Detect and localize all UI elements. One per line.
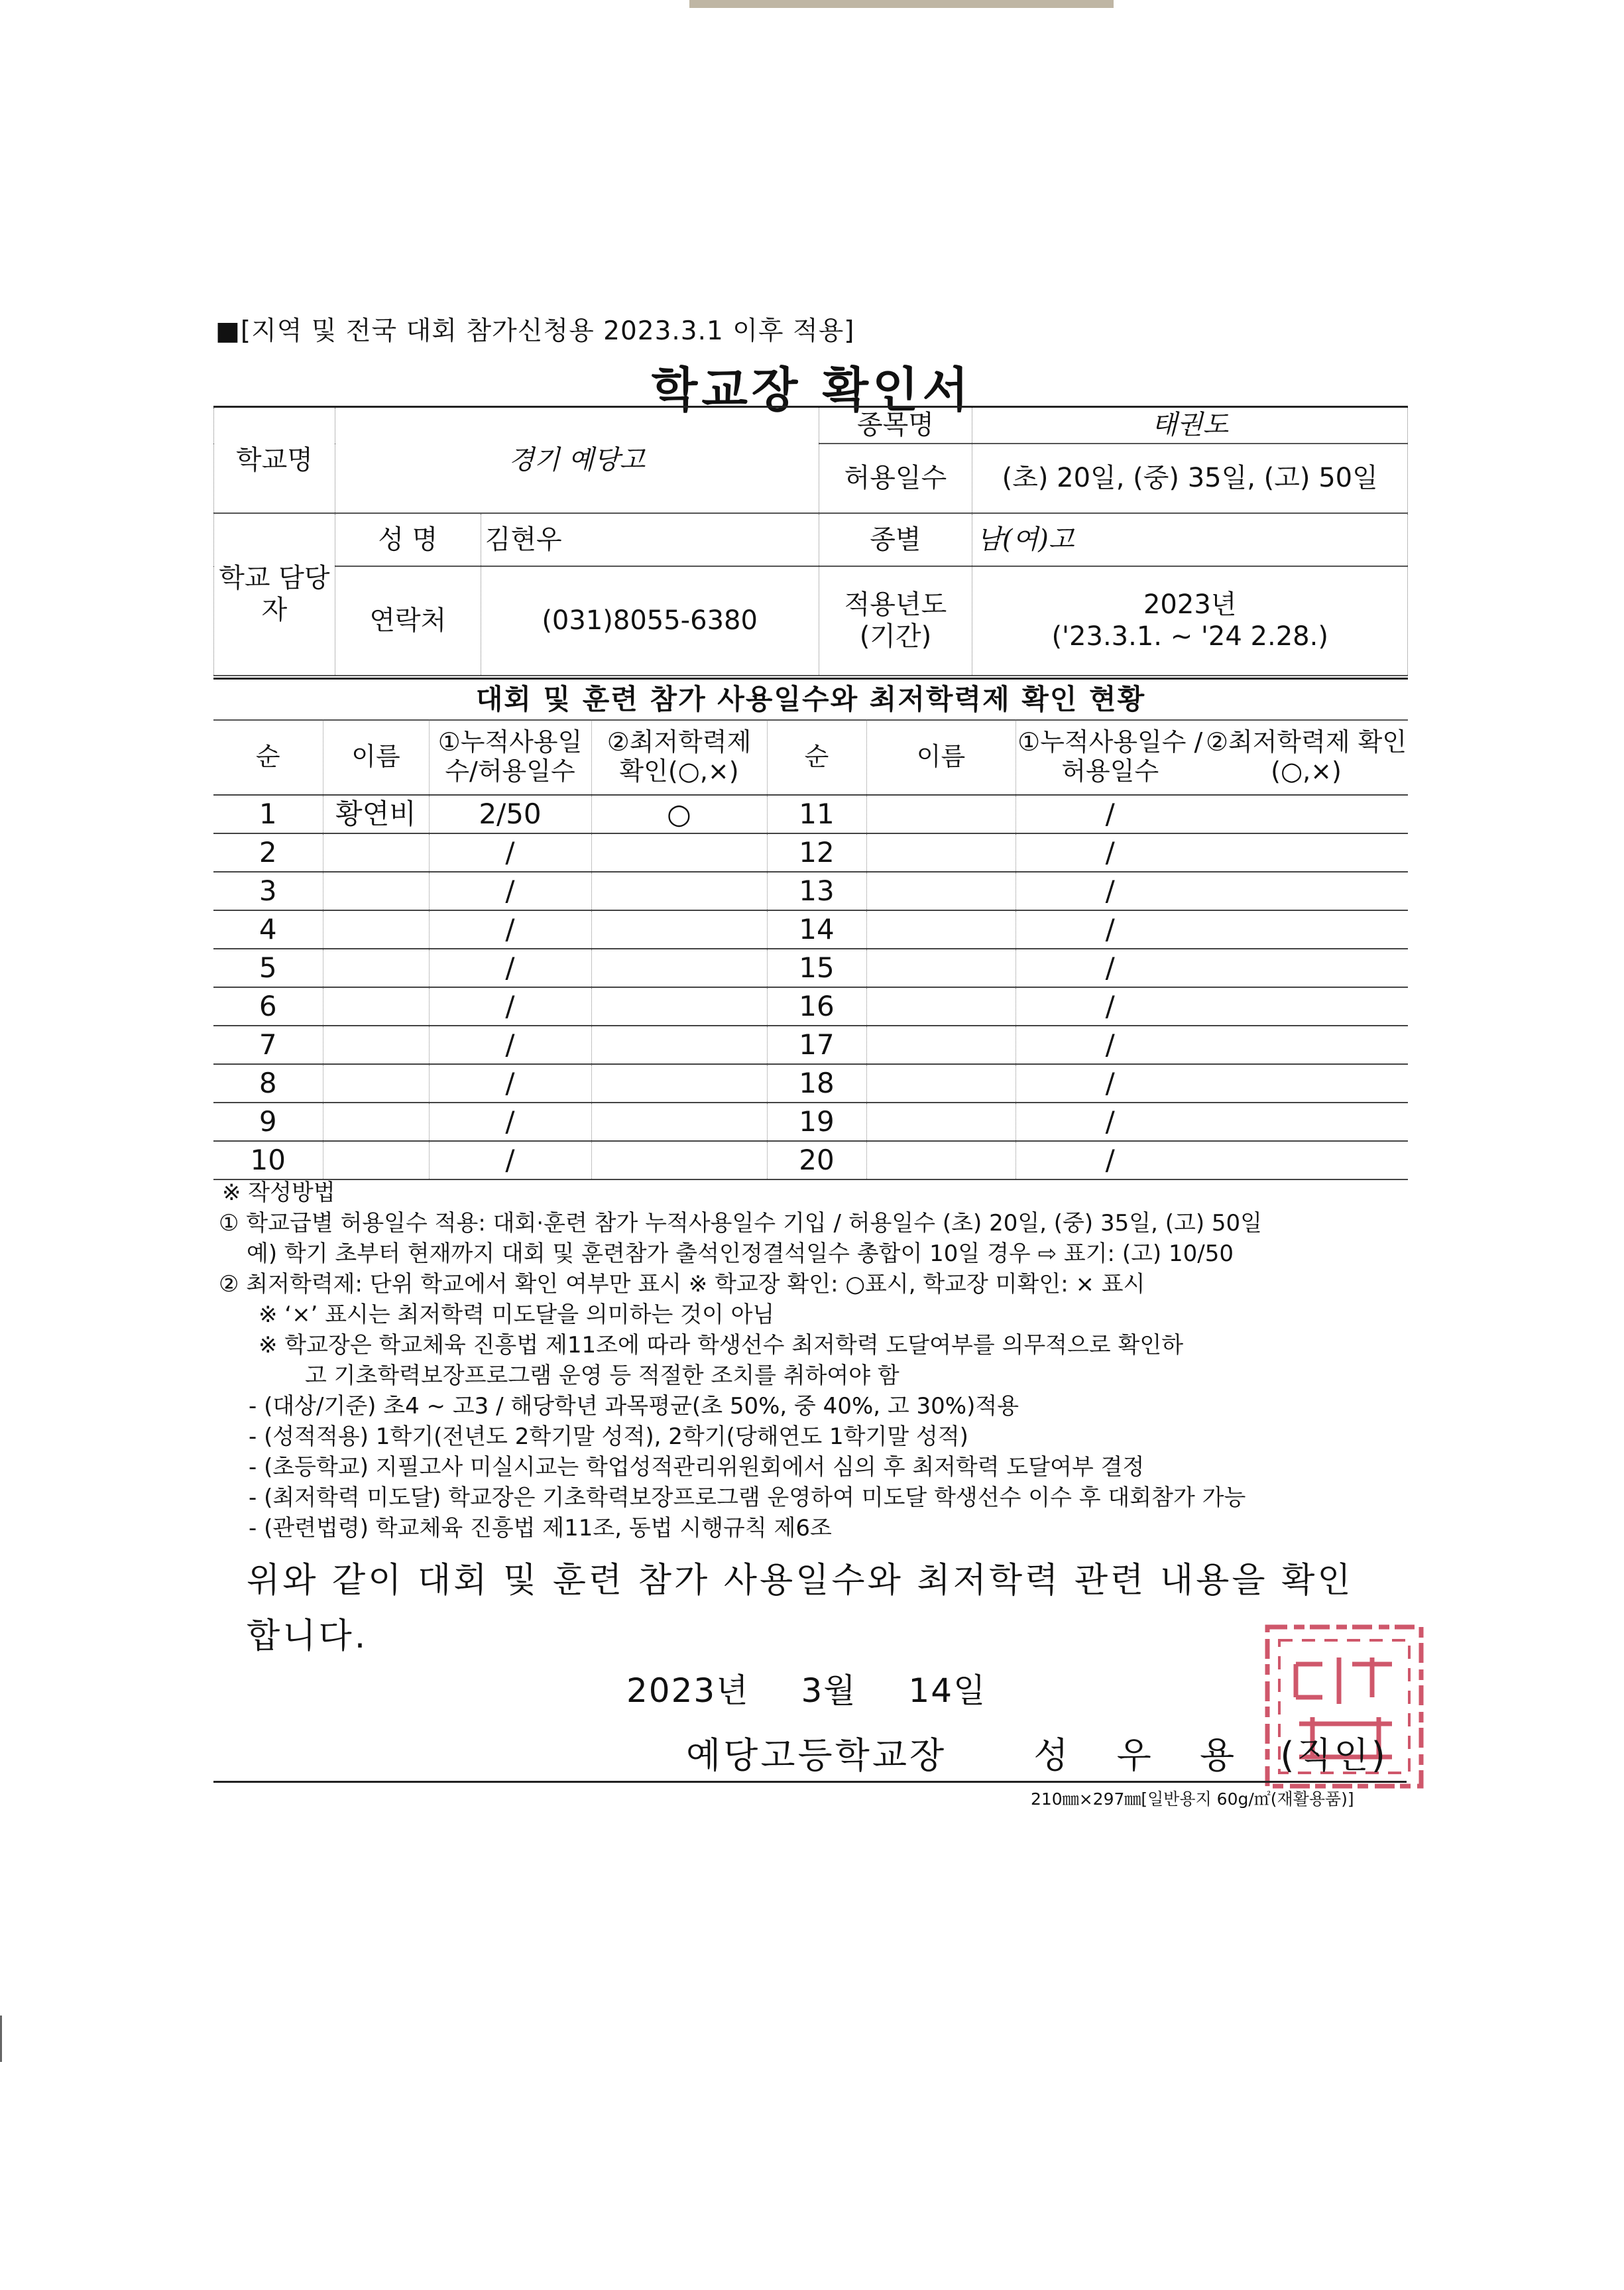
table-row: [213, 833, 1408, 872]
days-cell: /: [1015, 1141, 1204, 1179]
name-cell: 황연비: [323, 795, 429, 833]
scan-edge-mark: [0, 2016, 2, 2062]
name-cell: [323, 1103, 429, 1141]
section-title: 대회 및 훈련 참가 사용일수와 최저학력제 확인 현황: [213, 678, 1408, 721]
check-cell: [1204, 872, 1408, 910]
date-month: 3월: [801, 1671, 857, 1710]
issue-date: [626, 1664, 1026, 1712]
year-cell: [972, 566, 1408, 676]
school-info-table: [213, 406, 1408, 676]
days-cell: /: [1015, 949, 1204, 987]
days-cell: /: [429, 1064, 591, 1103]
name-cell: [866, 1141, 1015, 1179]
check-cell: [1204, 949, 1408, 987]
days-cell: /: [1015, 833, 1204, 872]
name-cell: [866, 795, 1015, 833]
check-cell: [1204, 833, 1408, 872]
name-cell: [866, 872, 1015, 910]
check-cell: [1204, 1026, 1408, 1064]
year-label: 적용년도 (기간): [819, 566, 972, 676]
name-cell: [866, 1064, 1015, 1103]
check-cell: [1204, 795, 1408, 833]
table-row: [213, 987, 1408, 1026]
guide-line: 고 기초학력보장프로그램 운영 등 적절한 조치를 취하여야 함: [305, 1362, 899, 1389]
table-row: [213, 910, 1408, 949]
guide-line: 예) 학기 초부터 현재까지 대회 및 훈련참가 출석인정결석일수 총합이 10일 경우 ⇨ 표기: (고) 10/50: [247, 1240, 1234, 1267]
table-header-row: [213, 720, 1408, 795]
check-cell: [591, 833, 767, 872]
days-cell: 2/50: [429, 795, 591, 833]
contact-label: 연락처: [335, 566, 481, 676]
col-header: ②최저학력제 확인(○,×): [1204, 720, 1408, 795]
name-cell: [323, 910, 429, 949]
check-cell: ○: [591, 795, 767, 833]
seq-cell: 7: [213, 1026, 323, 1064]
col-header: 이름: [323, 720, 429, 795]
col-header: ②최저학력제 확인(○,×): [591, 720, 767, 795]
confirmation-line: 합니다.: [247, 1616, 369, 1656]
seq-cell: 6: [213, 987, 323, 1026]
principal-name: 성 우 용: [1033, 1734, 1253, 1776]
date-day: 14일: [908, 1671, 987, 1710]
name-cell: [866, 1103, 1015, 1141]
days-cell: /: [429, 872, 591, 910]
allowed-days-label: 허용일수: [819, 444, 972, 513]
guide-heading: ※ 작성방법: [222, 1179, 335, 1206]
days-cell: /: [1015, 872, 1204, 910]
days-cell: /: [1015, 1064, 1204, 1103]
contact-value: (031)8055-6380: [481, 566, 819, 676]
days-cell: /: [1015, 1103, 1204, 1141]
seq-cell: 5: [213, 949, 323, 987]
col-header: 이름: [866, 720, 1015, 795]
table-row: [213, 1103, 1408, 1141]
type-value: 남(여)고: [972, 513, 1408, 566]
table-row: [213, 872, 1408, 910]
name-cell: [323, 1026, 429, 1064]
name-cell: [866, 910, 1015, 949]
confirmation-line: 위와 같이 대회 및 훈련 참가 사용일수와 최저학력 관련 내용을 확인: [247, 1561, 1354, 1600]
paper-spec: 210㎜×297㎜[일반용지 60g/㎡(재활용품)]: [1031, 1789, 1354, 1809]
days-cell: /: [429, 1026, 591, 1064]
guide-line: - (최저학력 미도달) 학교장은 기초학력보장프로그램 운영하여 미도달 학생선수 이수 후 대회참가 가능: [249, 1484, 1246, 1511]
table-row: [213, 1064, 1408, 1103]
sport-value: 태권도: [972, 407, 1408, 444]
check-cell: [1204, 1141, 1408, 1179]
allowed-days-value: (초) 20일, (중) 35일, (고) 50일: [972, 444, 1408, 513]
guide-line: ※ ‘×’ 표시는 최저학력 미도달을 의미하는 것이 아님: [259, 1301, 775, 1328]
confirmation-text: [247, 1553, 1354, 1664]
seq-cell: 1: [213, 795, 323, 833]
guide-line: - (초등학교) 지필고사 미실시교는 학업성적관리위원회에서 심의 후 최저학력 도달여부 결정: [249, 1454, 1145, 1480]
seq-cell: 19: [767, 1103, 866, 1141]
name-label: 성 명: [335, 513, 481, 566]
check-cell: [1204, 1103, 1408, 1141]
check-cell: [591, 1103, 767, 1141]
seq-cell: 4: [213, 910, 323, 949]
form-header-note: ■[지역 및 전국 대회 참가신청용 2023.3.1 이후 적용]: [215, 316, 855, 346]
seq-cell: 11: [767, 795, 866, 833]
signature-rule: [213, 1781, 1407, 1783]
guide-line: - (성적적용) 1학기(전년도 2학기말 성적), 2학기(당해연도 1학기말 성적): [249, 1423, 968, 1450]
seq-cell: 12: [767, 833, 866, 872]
document-title: 학교장 확인서: [651, 362, 973, 418]
school-name-value: 경기 예당고: [335, 407, 819, 513]
check-cell: [591, 949, 767, 987]
school-name-label: 학교명: [214, 407, 335, 513]
seq-cell: 20: [767, 1141, 866, 1179]
col-header: ①누적사용일수/허용일수: [429, 720, 591, 795]
usage-table: [213, 720, 1408, 1180]
name-cell: [866, 949, 1015, 987]
manager-name-value: 김현우: [481, 513, 819, 566]
type-label: 종별: [819, 513, 972, 566]
days-cell: /: [429, 949, 591, 987]
days-cell: /: [429, 1141, 591, 1179]
seq-cell: 16: [767, 987, 866, 1026]
seq-cell: 10: [213, 1141, 323, 1179]
check-cell: [591, 1026, 767, 1064]
col-header: 순: [213, 720, 323, 795]
name-cell: [866, 833, 1015, 872]
name-cell: [323, 872, 429, 910]
check-cell: [591, 1064, 767, 1103]
col-header: ①누적사용일수 /허용일수: [1015, 720, 1204, 795]
principal-signature: [686, 1727, 1388, 1778]
seal-label: (직인): [1280, 1734, 1388, 1776]
check-cell: [1204, 1064, 1408, 1103]
seq-cell: 18: [767, 1064, 866, 1103]
guide-line: - (관련법령) 학교체육 진흥법 제11조, 동법 시행규칙 제6조: [249, 1515, 832, 1541]
table-row: [213, 1141, 1408, 1179]
check-cell: [591, 910, 767, 949]
name-cell: [323, 833, 429, 872]
days-cell: /: [429, 833, 591, 872]
guide-line: ① 학교급별 허용일수 적용: 대회·훈련 참가 누적사용일수 기입 / 허용일수 (초) 20일, (중) 35일, (고) 50일: [219, 1210, 1262, 1236]
date-year: 2023년: [626, 1671, 750, 1710]
name-cell: [866, 1026, 1015, 1064]
writing-guide: [219, 1177, 1412, 1543]
principal-school: 예당고등학교장: [686, 1734, 947, 1776]
days-cell: /: [1015, 987, 1204, 1026]
period-value: ('23.3.1. ~ '24 2.28.): [1051, 621, 1328, 652]
check-cell: [1204, 910, 1408, 949]
days-cell: /: [429, 910, 591, 949]
col-header: 순: [767, 720, 866, 795]
name-cell: [323, 949, 429, 987]
seq-cell: 17: [767, 1026, 866, 1064]
seq-cell: 15: [767, 949, 866, 987]
seq-cell: 9: [213, 1103, 323, 1141]
seq-cell: 2: [213, 833, 323, 872]
table-row: [213, 949, 1408, 987]
days-cell: /: [1015, 795, 1204, 833]
name-cell: [866, 987, 1015, 1026]
table-row: [213, 1026, 1408, 1064]
days-cell: /: [1015, 910, 1204, 949]
seq-cell: 3: [213, 872, 323, 910]
guide-line: - (대상/기준) 초4 ~ 고3 / 해당학년 과목평균(초 50%, 중 40%, 고 30%)적용: [249, 1393, 1019, 1419]
check-cell: [591, 1141, 767, 1179]
name-cell: [323, 1141, 429, 1179]
seq-cell: 8: [213, 1064, 323, 1103]
scan-top-edge: [689, 0, 1114, 8]
check-cell: [1204, 987, 1408, 1026]
manager-label: 학교 담당자: [214, 513, 335, 676]
guide-line: ※ 학교장은 학교체육 진흥법 제11조에 따라 학생선수 최저학력 도달여부를 의무적으로 확인하: [259, 1332, 1184, 1358]
guide-line: ② 최저학력제: 단위 학교에서 확인 여부만 표시 ※ 학교장 확인: ○표시, 학교장 미확인: × 표시: [219, 1271, 1145, 1297]
sport-label: 종목명: [819, 407, 972, 444]
check-cell: [591, 872, 767, 910]
days-cell: /: [429, 1103, 591, 1141]
days-cell: /: [1015, 1026, 1204, 1064]
table-row: [213, 795, 1408, 833]
name-cell: [323, 1064, 429, 1103]
days-cell: /: [429, 987, 591, 1026]
seq-cell: 14: [767, 910, 866, 949]
seq-cell: 13: [767, 872, 866, 910]
name-cell: [323, 987, 429, 1026]
year-value: 2023년: [1143, 589, 1237, 620]
check-cell: [591, 987, 767, 1026]
